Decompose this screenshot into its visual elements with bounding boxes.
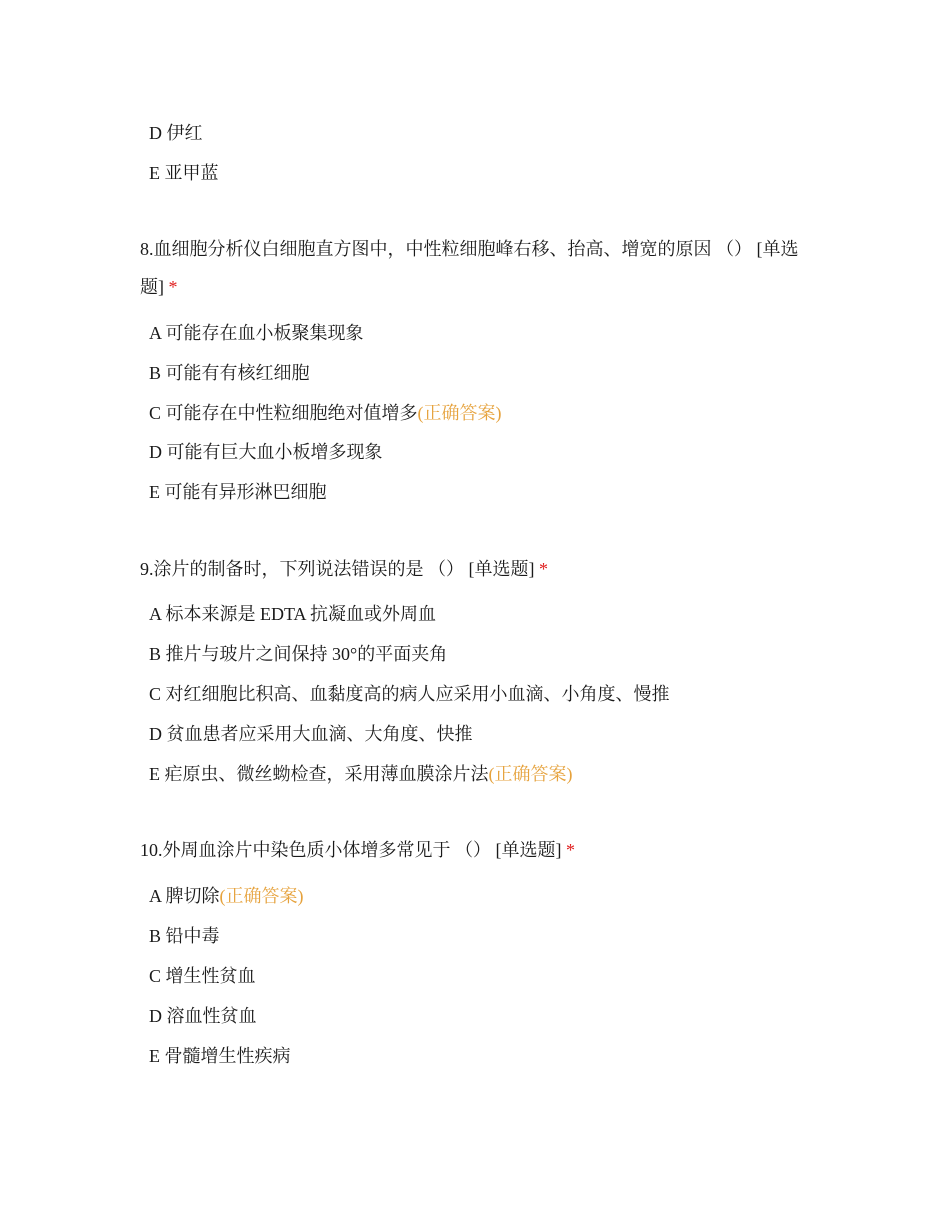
option-text: A 可能存在血小板聚集现象 — [149, 323, 364, 343]
question-10-option-b — [149, 924, 220, 948]
option-text: E 可能有异形淋巴细胞 — [149, 482, 327, 502]
option-text: E 疟原虫、微丝蚴检查，采用薄血膜涂片法 — [149, 764, 489, 784]
option-text: D 伊红 — [149, 123, 203, 143]
option-text: E 亚甲蓝 — [149, 163, 219, 183]
option-e — [149, 161, 219, 185]
question-8-option-d — [149, 440, 383, 464]
option-text: D 溶血性贫血 — [149, 1006, 257, 1026]
question-text: 9.涂片的制备时，下列说法错误的是 （） [单选题] — [140, 559, 535, 579]
correct-answer-mark: (正确答案) — [219, 886, 304, 906]
option-text: B 推片与玻片之间保持 30°的平面夹角 — [149, 644, 448, 664]
required-marker: * — [566, 840, 575, 860]
option-text: C 增生性贫血 — [149, 966, 256, 986]
question-8-option-b — [149, 361, 310, 385]
required-marker: * — [539, 559, 548, 579]
option-text: E 骨髓增生性疾病 — [149, 1046, 291, 1066]
question-9-option-e — [149, 762, 573, 786]
question-8-title — [140, 230, 810, 306]
question-text: 10.外周血涂片中染色质小体增多常见于 （） [单选题] — [140, 840, 562, 860]
option-text: C 对红细胞比积高、血黏度高的病人应采用小血滴、小角度、慢推 — [149, 684, 670, 704]
question-9-option-b — [149, 642, 447, 666]
question-9-title — [140, 550, 810, 588]
question-9-option-a — [149, 602, 436, 626]
question-10-option-e — [149, 1044, 291, 1068]
question-8-option-a — [149, 321, 364, 345]
question-9-option-c — [149, 682, 670, 706]
option-text: C 可能存在中性粒细胞绝对值增多 — [149, 403, 418, 423]
question-10-option-c — [149, 964, 256, 988]
question-10-title — [140, 831, 810, 869]
option-text: D 可能有巨大血小板增多现象 — [149, 442, 383, 462]
question-text: 8.血细胞分析仪白细胞直方图中，中性粒细胞峰右移、抬高、增宽的原因 （） [单选题] — [140, 239, 799, 297]
question-10-option-a — [149, 884, 304, 908]
option-text: D 贫血患者应采用大血滴、大角度、快推 — [149, 724, 473, 744]
question-10-option-d — [149, 1004, 257, 1028]
option-text: A 脾切除 — [149, 886, 220, 906]
option-text: B 铅中毒 — [149, 926, 220, 946]
question-9-option-d — [149, 722, 473, 746]
correct-answer-mark: (正确答案) — [417, 403, 502, 423]
option-text: B 可能有有核红细胞 — [149, 363, 310, 383]
question-8-option-c — [149, 401, 502, 425]
option-d — [149, 121, 203, 145]
question-8-option-e — [149, 480, 327, 504]
option-text: A 标本来源是 EDTA 抗凝血或外周血 — [149, 604, 437, 624]
correct-answer-mark: (正确答案) — [488, 764, 573, 784]
required-marker: * — [168, 277, 178, 297]
